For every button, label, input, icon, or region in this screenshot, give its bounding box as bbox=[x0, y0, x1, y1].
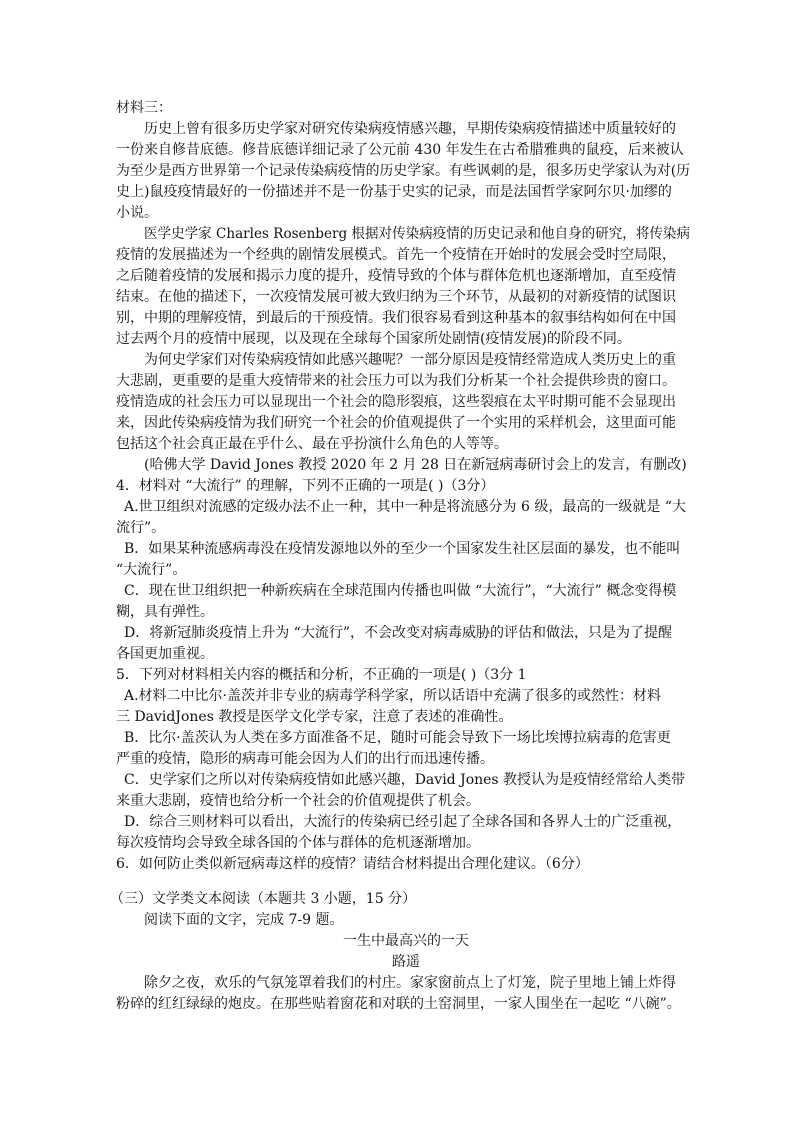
q4-option-c-cont: 糊，具有弹性。 bbox=[116, 604, 214, 620]
q5-option-d: D．综合三则材料可以看出，大流行的传染病已经引起了全球各国和各界人士的广泛重视， bbox=[124, 814, 682, 830]
q4-option-a-cont: 流行”。 bbox=[116, 520, 166, 536]
paragraph-line: 结束。在他的描述下，一次疫情发展可被大致归纳为三个环节，从最初的对新疫情的试图识 bbox=[116, 289, 676, 305]
story-line: 除夕之夜，欢乐的气氛笼罩着我们的村庄。家家窗前点上了灯笼，院子里地上铺上炸得 bbox=[144, 975, 676, 991]
q4-option-c: C．现在世卫组织把一种新疾病在全球范围内传播也叫做 “大流行”，“大流行” 概念变得模 bbox=[124, 583, 677, 599]
q6-stem: 6．如何防止类似新冠病毒这样的疫情？请结合材料提出合理化建议。（6分） bbox=[116, 856, 589, 872]
paragraph-line: 小说。 bbox=[116, 205, 158, 221]
story-author: 路遥 bbox=[392, 954, 420, 970]
paragraph-line: 为何史学家们对传染病疫情如此感兴趣呢？一部分原因是疫情经常造成人类历史上的重 bbox=[144, 352, 676, 368]
q4-option-a: A.世卫组织对流感的定级办法不止一种，其中一种是将流感分为 6 级，最高的一级就是 “大 bbox=[124, 499, 686, 515]
q5-option-b-cont: 严重的疫情，隐形的病毒可能会因为人们的出行而迅速传播。 bbox=[116, 751, 494, 767]
q4-option-d: D．将新冠肺炎疫情上升为 “大流行”，不会改变对病毒威胁的评估和做法，只是为了提醒 bbox=[124, 625, 672, 641]
q4-option-b: B．如果某种流感病毒没在疫情发源地以外的至少一个国家发生社区层面的暴发，也不能叫 bbox=[124, 541, 681, 557]
q5-option-a-cont: 三 DavidJones 教授是医学文化学专家，注意了表述的准确性。 bbox=[116, 709, 513, 725]
q5-option-c-cont: 来重大悲剧，疫情也给分析一个社会的价值观提供了机会。 bbox=[116, 793, 480, 809]
material3-source: (哈佛大学 David Jones 教授 2020 年 2 月 28 日在新冠病毒研讨会上的发言，有删改) bbox=[144, 457, 687, 473]
paragraph-line: 历史上曾有很多历史学家对研究传染病疫情感兴趣，早期传染病疫情描述中质量较好的 bbox=[144, 121, 676, 137]
paragraph-line: 为至少是西方世界第一个记录传染病疫情的历史学家。有些讽刺的是，很多历史学家认为对(历 bbox=[116, 163, 691, 179]
q5-option-c: C．史学家们之所以对传染病疫情如此感兴趣，David Jones 教授认为是疫情经常给人类带 bbox=[124, 772, 686, 788]
story-line: 粉碎的红红绿绿的炮皮。在那些贴着窗花和对联的土窑洞里，一家人围坐在一起吃 “八碗”。 bbox=[116, 996, 681, 1012]
section3-instruction: 阅读下面的文字，完成 7-9 题。 bbox=[144, 912, 344, 928]
paragraph-line: 医学史学家 Charles Rosenberg 根据对传染病疫情的历史记录和他自身的研究，将传染病 bbox=[144, 226, 691, 242]
paragraph-line: 大悲剧，更重要的是重大疫情带来的社会压力可以为我们分析某一个社会提供珍贵的窗口。 bbox=[116, 373, 676, 389]
paragraph-line: 史上)鼠疫疫情最好的一份描述并不是一份基于史实的记录，而是法国哲学家阿尔贝·加缪的 bbox=[116, 184, 672, 200]
paragraph-line: 别，中期的理解疫情，到最后的干预疫情。我们很容易看到这种基本的叙事结构如何在中国 bbox=[116, 310, 676, 326]
section3-heading: （三）文学类文本阅读（本题共 3 小题，15 分） bbox=[110, 891, 417, 907]
paragraph-line: 之后随着疫情的发展和揭示力度的提升，疫情导致的个体与群体危机也逐渐增加，直至疫情 bbox=[116, 268, 676, 284]
q5-option-d-cont: 每次疫情均会导致全球各国的个体与群体的危机逐渐增加。 bbox=[116, 835, 480, 851]
paragraph-line: 疫情的发展描述为一个经典的剧情发展模式。首先一个疫情在开始时的发展会受时空局限， bbox=[116, 247, 676, 263]
q4-stem: 4．材料对 “大流行” 的理解，下列不正确的一项是( )（3分） bbox=[116, 478, 495, 494]
story-title: 一生中最高兴的一天 bbox=[343, 933, 469, 949]
paragraph-line: 一份来自修昔底德。修昔底德详细记录了公元前 430 年发生在古希腊雅典的鼠疫，后来被认 bbox=[116, 142, 684, 158]
q5-stem: 5．下列对材料相关内容的概括和分析，不正确的一项是( )（3分 1 bbox=[116, 667, 527, 683]
paragraph-line: 包括这个社会真正最在乎什么、最在乎扮演什么角色的人等等。 bbox=[116, 436, 508, 452]
paragraph-line: 来，因此传染病疫情为我们研究一个社会的价值观提供了一个实用的采样机会，这里面可能 bbox=[116, 415, 676, 431]
material3-heading: 材料三： bbox=[116, 100, 172, 116]
q5-option-a: A.材料二中比尔·盖茨并非专业的病毒学科学家，所以话语中充满了很多的或然性：材料 bbox=[124, 688, 662, 704]
paragraph-line: 过去两个月的疫情中展现，以及现在全球每个国家所处剧情(疫情发展)的阶段不同。 bbox=[116, 331, 631, 347]
paragraph-line: 疫情造成的社会压力可以显现出一个社会的隐形裂痕，这些裂痕在太平时期可能不会显现出 bbox=[116, 394, 676, 410]
q4-option-d-cont: 各国更加重视。 bbox=[116, 646, 214, 662]
q4-option-b-cont: “大流行”。 bbox=[116, 562, 187, 578]
q5-option-b: B．比尔·盖茨认为人类在多方面准备不足，随时可能会导致下一场比埃博拉病毒的危害更 bbox=[124, 730, 671, 746]
